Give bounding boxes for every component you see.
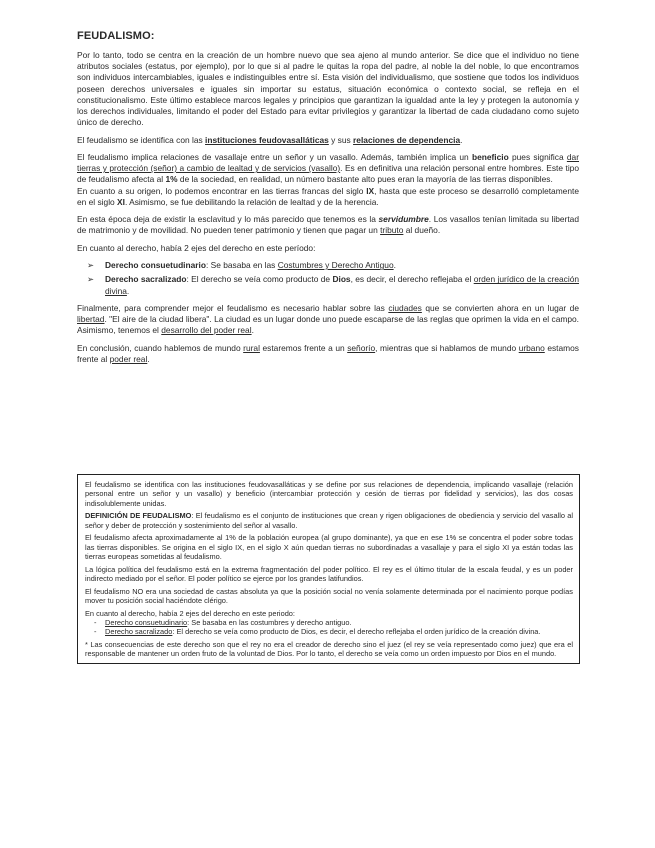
list-item: [85, 618, 573, 627]
list-item-underlined: Costumbres y Derecho Antiguo: [277, 260, 394, 271]
term-dar-tierras: dar tierras y protección (señor) a cambio de lealtad y de servicios (vasallo): [77, 152, 579, 174]
text-run: En conclusión, cuando hablemos de mundo: [77, 342, 244, 353]
derecho-list: [77, 260, 579, 297]
text-run: al dueño.: [403, 225, 441, 236]
text-run: .: [460, 134, 463, 145]
term-beneficio: beneficio: [471, 152, 509, 162]
arrow-bullet-icon: ➢: [87, 260, 95, 271]
term-instituciones: instituciones feudovasalláticas: [205, 134, 329, 145]
summary-list: [85, 618, 573, 637]
summary-paragraph: El feudalismo se identifica con las instituciones feudovasalláticas y se define por sus relaciones de dependencia, implicando vasallaje (relación personal entre un señor y un vasallo) y beneficio (intercambiar protección y cesión de tierras por fidelidad y servicios), las dos cosas indisolublemente unidas.: [85, 480, 573, 508]
summary-box: [77, 474, 580, 664]
text-run: En esta época deja de existir la esclavitud y lo más parecido que tenemos es la: [77, 214, 379, 225]
text-run: .: [251, 325, 254, 336]
paragraph-ciudades: [77, 303, 579, 337]
list-item: [85, 627, 573, 636]
text-run: . Es en definitiva una relación personal entre hombres. Este tipo de feudalismo afecta al: [77, 163, 579, 185]
text-run: El feudalismo implica relaciones de vasallaje entre un señor y un vasallo. Además, también implica un: [77, 152, 472, 162]
text-run: Finalmente, para comprender mejor el feudalismo es necesario hablar sobre las: [77, 302, 389, 313]
term-urbano: urbano: [518, 342, 545, 353]
page-title: FEUDALISMO:: [77, 30, 155, 42]
text-run: : El derecho se veía como producto de Dios, es decir, el derecho reflejaba el orden jurídico de la creación divina.: [172, 627, 541, 637]
text-run: pues significa: [508, 152, 567, 162]
text-run: que se convierten ahora en un lugar de: [421, 302, 579, 313]
text-run: , es decir, el derecho reflejaba el: [350, 274, 474, 285]
text-run: : El feudalismo es el conjunto de instituciones que crean y rigen obligaciones de obediencia y servicio del vasallo al señor y deber de protección y sostenimiento del señor al vasallo.: [85, 511, 573, 530]
list-item: [77, 274, 579, 296]
paragraph-vasallaje: [77, 152, 579, 186]
text-run: En cuanto a su origen, lo podemos encontrar en las tierras francas del siglo: [77, 185, 367, 196]
list-item-underlined: orden jurídico de la creación divina: [105, 274, 580, 296]
text-run: . "El aire de la ciudad libera". La ciudad es un lugar donde uno puede escaparse de las reglas que oprimen la vida en el campo. Asimismo, tenemos el: [77, 314, 579, 336]
paragraph-origen: [77, 186, 579, 208]
term-ciudades: ciudades: [388, 302, 422, 313]
dash-bullet: -: [94, 617, 97, 627]
text-run: : El derecho se veía como producto de: [186, 274, 333, 285]
list-item-term: Derecho sacralizado: [105, 627, 173, 637]
term-percent: 1%: [165, 174, 178, 185]
summary-definition: [85, 511, 573, 530]
text-run: . Los vasallos tenían limitada su libertad de matrimonio y de movilidad. No pueden tener patrimonio y tienen que pagar un: [77, 214, 579, 236]
list-item-term: Derecho consuetudinario: [105, 260, 206, 271]
paragraph-servidumbre: [77, 214, 579, 236]
term-siglo-ix: IX: [366, 185, 375, 196]
paragraph-conclusion: [77, 343, 579, 365]
definition-label: DEFINICIÓN DE FEUDALISMO: [85, 511, 192, 521]
term-poder-real: desarrollo del poder real: [161, 325, 252, 336]
paragraph-identification: [77, 135, 579, 146]
text-run: .: [147, 353, 150, 364]
text-run: y sus: [328, 134, 354, 145]
term-poder-real: poder real: [109, 353, 148, 364]
summary-paragraph: La lógica política del feudalismo está en la extrema fragmentación del poder político. El rey es el último titular de la escala feudal, y es un poder indirecto mediado por el señor. El poder político se ejerce por los grandes latifundios.: [85, 564, 573, 583]
list-item-term: Derecho consuetudinario: [105, 617, 188, 627]
dash-bullet: -: [94, 627, 97, 637]
document-body: [77, 30, 579, 371]
paragraph-intro: Por lo tanto, todo se centra en la creación de un hombre nuevo que sea ajeno al mundo anterior. Se dice que el individuo no tiene atributos sociales (estatus, por ejemplo), por lo que si al padre le quitas la ropa del padre, al noble la del noble, lo que encontramos son individuos intercambiables, iguales e indistinguibles entre sí. Esta visión del individualismo, que sostiene que todos los individuos poseen derechos universales e iguales sin importar su estatus, situación económica o contexto social, se refleja en el constitucionalismo. Este último establece marcos legales y principios que garantizan la igualdad ante la ley y protegen la autonomía y los derechos individuales, limitando el poder del Estado para evitar privilegios y garantizar la libertad de cada ciudadano como sujeto único de derecho.: [77, 50, 579, 128]
text-run: : Se basaba en las costumbres y derecho antiguo.: [187, 617, 352, 627]
text-run: , mientras que si hablamos de mundo: [375, 342, 519, 353]
text-run: de la sociedad, en realidad, un número bastante alto pues eran la mayoría de las tierras disponibles.: [177, 174, 553, 185]
text-run: .: [126, 285, 130, 296]
term-senorio: señorío: [347, 342, 376, 353]
term-servidumbre: servidumbre: [378, 214, 429, 225]
text-run: , hasta que este proceso se desarrolló completamente en el siglo: [77, 185, 579, 207]
term-rural: rural: [243, 342, 260, 353]
summary-paragraph: El feudalismo afecta aproximadamente al 1% de la población europea (al grupo dominante), ya que en ese 1% se concentra el poder sobre todas las tierras disponibles. Se origina en el siglo IX, en el siglo X aún quedan tierras no subordinadas a vasallaje y para el siglo XI ya están todas las tierras europeas sometidas al feudalismo.: [85, 533, 573, 561]
summary-paragraph: En cuanto al derecho, había 2 ejes del derecho en este periodo:: [85, 608, 295, 618]
term-siglo-xi: XI: [117, 196, 125, 207]
list-item-term: Derecho sacralizado: [105, 274, 187, 285]
arrow-bullet-icon: ➢: [87, 274, 95, 285]
term-relaciones: relaciones de dependencia: [353, 134, 461, 145]
text-run: .: [393, 260, 396, 271]
list-item: [77, 260, 579, 271]
text-run: estaremos frente a un: [259, 342, 348, 353]
summary-paragraph: El feudalismo NO era una sociedad de castas absoluta ya que la posición social no venía solamente determinada por el nacimiento porque podías mover tu posición social haciéndote clérigo.: [85, 586, 573, 605]
text-run: . Asimismo, se fue debilitando la relación de lealtad y de la herencia.: [124, 196, 379, 207]
term-tributo: tributo: [380, 225, 404, 236]
summary-footnote: * Las consecuencias de este derecho son que el rey no era el creador de derecho sino el juez (el rey se veía representado como juez) que era el responsable de mantener un orden fruto de la voluntad de Dios. Por lo tanto, el derecho se veía como un orden impuesto por Dios en el mundo.: [85, 639, 573, 659]
text-run: estamos frente al: [77, 342, 579, 364]
text-run: : Se basaba en las: [205, 260, 278, 271]
text-run: El feudalismo se identifica con las: [77, 134, 206, 145]
paragraph-derecho: En cuanto al derecho, había 2 ejes del derecho en este período:: [77, 242, 316, 253]
term-libertad: libertad: [77, 314, 105, 324]
term-dios: Dios: [332, 274, 351, 285]
